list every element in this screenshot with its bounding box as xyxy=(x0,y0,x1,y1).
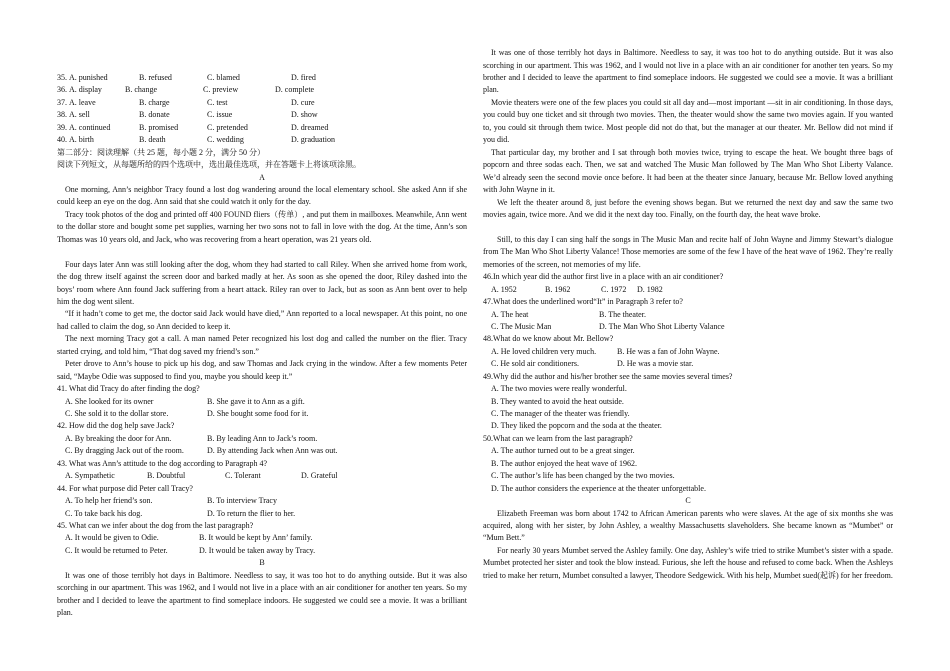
option-c: C. wedding xyxy=(207,135,244,145)
passage-c-letter: C xyxy=(685,496,691,506)
cloze-option-row xyxy=(57,122,467,134)
answer-option-row xyxy=(57,508,467,520)
answer-option: C. He sold air conditioners. xyxy=(491,359,579,369)
passage-b-paragraph-continued xyxy=(483,48,893,97)
answer-option: A. To help her friend’s son. xyxy=(65,496,153,506)
passage-a-paragraph: Tracy took photos of the dog and printed off 400 FOUND fliers（传单）, and put them in mailboxes. Meanwhile, Ann went to the dollar store and bought some pet supplies, warning her two sons not to fall in love with the dog. At the time, Ann’s son Thomas was 10 years old, and Jack, who was recovering from a heart operation, was 21 years old. xyxy=(57,209,467,244)
answer-option: B. Doubtful xyxy=(147,471,186,481)
option-c: C. issue xyxy=(207,110,233,120)
passage-b-paragraph: That particular day, my brother and I sat through both movies twice, trying to escape the heat. We bought three bags of popcorn and three sodas each. Then, we sat and watched The Music Man followed by The Man Who Shot Liberty Valance. We’d already seen the second movie once before. It had been at the theater since January, because Mr. Bellow loved anything with John Wayne in it. xyxy=(483,147,893,195)
question-stem: 45. What can we infer about the dog from the last paragraph? xyxy=(57,520,254,530)
answer-option: B. The theater. xyxy=(599,309,646,319)
answer-option: A. 1952 xyxy=(491,284,517,294)
option-d: D. show xyxy=(291,110,318,120)
option-c: C. test xyxy=(207,97,228,107)
answer-option: A. The author turned out to be a great singer. xyxy=(491,446,635,456)
paragraph-gap xyxy=(483,221,893,233)
option-a: 36. A. display xyxy=(57,85,102,95)
answer-option: B. They wanted to avoid the heat outside. xyxy=(491,396,624,406)
option-d: D. graduation xyxy=(291,135,335,145)
answer-option-row xyxy=(57,445,467,457)
answer-option: A. The heat xyxy=(491,309,529,319)
answer-option: D. To return the flier to her. xyxy=(207,508,296,518)
question-stem: 41. What did Tracy do after finding the dog? xyxy=(57,384,200,394)
left-column xyxy=(57,72,467,618)
right-column xyxy=(483,48,893,582)
answer-option: D. Grateful xyxy=(301,471,338,481)
option-b: B. death xyxy=(139,135,166,145)
answer-option: A. She looked for its owner xyxy=(65,396,154,406)
answer-option: C. It would be returned to Peter. xyxy=(65,545,168,555)
answer-option: D. They liked the popcorn and the soda at the theater. xyxy=(491,421,662,431)
section-instruction: 阅读下列短文，从每题所给的四个选项中，选出最佳选项，并在答题卡上将该项涂黑。 xyxy=(57,160,361,170)
section-header: 第二部分：阅读理解（共 25 题，每小题 2 分，满分 50 分） xyxy=(57,147,265,157)
answer-option: D. The Man Who Shot Liberty Valance xyxy=(599,321,725,331)
option-c: C. pretended xyxy=(207,122,248,132)
answer-option: B. By leading Ann to Jack’s room. xyxy=(207,433,318,443)
answer-option: D. By attending Jack when Ann was out. xyxy=(207,446,338,456)
passage-a-paragraph: “If it hadn’t come to get me, the doctor said Jack would have died,” Ann reported to a local newspaper. At this point, no one had called to claim the dog, so Ann decided to keep it. xyxy=(57,309,467,331)
answer-option: D. She bought some food for it. xyxy=(207,409,309,419)
answer-option-row xyxy=(483,346,893,358)
option-a: 35. A. punished xyxy=(57,73,108,82)
answer-option: B. 1962 xyxy=(545,284,571,294)
cloze-option-row xyxy=(57,72,467,84)
option-b: B. refused xyxy=(139,73,172,82)
answer-option: B. To interview Tracy xyxy=(207,496,277,506)
question-stem: 48.What do we know about Mr. Bellow? xyxy=(483,334,614,344)
passage-b-letter: B xyxy=(259,558,265,568)
passage-a-letter: A xyxy=(259,172,265,182)
answer-option: D. The author considers the experience at the theater unforgettable. xyxy=(491,483,706,493)
option-d: D. dreamed xyxy=(291,122,329,132)
answer-option: D. It would be taken away by Tracy. xyxy=(199,545,316,555)
question-stem: 47.What does the underlined word“It” in Paragraph 3 refer to? xyxy=(483,297,683,307)
option-d: D. cure xyxy=(291,97,315,107)
answer-option-row xyxy=(57,495,467,507)
option-a: 38. A. sell xyxy=(57,110,90,120)
answer-option: C. The author’s life has been changed by the two movies. xyxy=(491,471,675,481)
option-b: B. promised xyxy=(139,122,179,132)
answer-option: C. The Music Man xyxy=(491,321,552,331)
answer-option: C. The manager of the theater was friendly. xyxy=(491,409,630,419)
answer-option: C. 1972 xyxy=(601,284,627,294)
passage-b-paragraph: Movie theaters were one of the few places you could sit all day and—most important —sit in air conditioning. In those days, you could buy one ticket and sit through two movies. Then, the theater would show the same two movies again. If you wanted to, you could sit through them twice. Most people did not do that, but the manager at our theater. Mr. Bellow did not mind if you did. xyxy=(483,97,893,145)
answer-option: C. To take back his dog. xyxy=(65,508,143,518)
answer-option-row xyxy=(483,309,893,321)
paragraph-gap xyxy=(57,246,467,258)
answer-option: C. She sold it to the dollar store. xyxy=(65,409,169,419)
answer-option-row xyxy=(57,408,467,420)
answer-option: C. By dragging Jack out of the room. xyxy=(65,446,184,456)
answer-option: D. 1982 xyxy=(637,284,663,294)
option-a: 39. A. continued xyxy=(57,122,111,132)
answer-option-row xyxy=(57,545,467,557)
passage-a-paragraph: Peter drove to Ann’s house to pick up his dog, and saw Thomas and Jack crying in the window. After a few moments Peter said, “Maybe Odie was supposed to find you, maybe you should keep it.” xyxy=(57,359,467,381)
question-stem: 49.Why did the author and his/her brother see the same movies several times? xyxy=(483,371,733,381)
passage-a-paragraph: Four days later Ann was still looking after the dog, whom they had started to call Riley. When she arrived home from work, the dog threw itself against the screen door and barked madly at her. As soon as she opened the door, Riley dashed into the boys’ room where Ann found Jack suffering from a heart attack. Riley ran over to Jack, but as soon as Ann bent over to help him the dog went silent. xyxy=(57,259,467,306)
answer-option-row xyxy=(57,532,467,544)
option-b: B. donate xyxy=(139,110,170,120)
answer-option: D. He was a movie star. xyxy=(617,359,694,369)
passage-a-paragraph: The next morning Tracy got a call. A man named Peter recognized his lost dog and called the number on the flier. Tracy started crying, and told him, “That dog saved my friend’s son.” xyxy=(57,334,467,356)
answer-option-row xyxy=(483,358,893,370)
question-stem: 50.What can we learn from the last paragraph? xyxy=(483,433,633,443)
passage-c-paragraph: For nearly 30 years Mumbet served the Ashley family. One day, Ashley’s wife tried to strike Mumbet’s sister with a spade. Mumbet protected her sister and took the blow instead. Furious, she left the house and refused to come back. When the Ashleys tried to make her return, Mumbet consulted a lawyer, Theodore Sedgewick. With his help, Mumbet sued(起诉) for her freedom. xyxy=(483,545,893,580)
question-stem: 46.In which year did the author first live in a place with an air conditioner? xyxy=(483,272,724,282)
answer-option: A. He loved children very much. xyxy=(491,346,597,356)
question-stem: 43. What was Ann’s attitude to the dog according to Paragraph 4? xyxy=(57,458,268,468)
answer-option: B. He was a fan of John Wayne. xyxy=(617,346,720,356)
answer-option-row xyxy=(57,433,467,445)
option-c: C. blamed xyxy=(207,73,240,82)
question-stem: 44. For what purpose did Peter call Tracy? xyxy=(57,483,193,493)
cloze-option-row xyxy=(57,134,467,146)
answer-option-row xyxy=(483,284,893,296)
passage-b-paragraph-overflow: It was one of those terribly hot days in Baltimore. Needless to say, it was too hot to do anything outside. But it was also scorching in our apartment. This was 1962, and I would not live in a place with an air conditioner for another ten years. So my brother and I decided to leave the apartment to find someplace indoors. He suggested we could see a movie. It was a brilliant plan. xyxy=(483,48,893,95)
answer-option: A. By breaking the door for Ann. xyxy=(65,433,172,443)
option-a: 40. A. birth xyxy=(57,135,94,145)
question-stem: 42. How did the dog help save Jack? xyxy=(57,421,175,431)
option-a: 37. A. leave xyxy=(57,97,96,107)
option-d: D. complete xyxy=(275,85,315,95)
answer-option: A. The two movies were really wonderful. xyxy=(491,384,627,394)
answer-option-row xyxy=(57,470,467,482)
passage-b-paragraph: It was one of those terribly hot days in Baltimore. Needless to say, it was too hot to do anything outside. But it was also scorching in our apartment. This was 1962, and I would not live in a place with an air conditioner for another ten years. So my brother and I decided to leave the apartment to find someplace indoors. He suggested we could see a movie. It was a brilliant plan. xyxy=(57,570,467,618)
passage-b-paragraph: We left the theater around 8, just before the evening shows began. But we returned the next day and saw the same two movies again, twice more. And we did it the next day too. Finally, on the fourth day, the heat wave broke. xyxy=(483,197,893,219)
answer-option: B. The author enjoyed the heat wave of 1962. xyxy=(491,458,638,468)
option-c: C. preview xyxy=(203,85,239,95)
cloze-option-row xyxy=(57,109,467,121)
option-d: D. fired xyxy=(291,73,316,82)
answer-option: B. It would be kept by Ann’ family. xyxy=(199,533,313,543)
answer-option: C. Tolerant xyxy=(225,471,261,481)
answer-option: A. It would be given to Odie. xyxy=(65,533,159,543)
passage-b-paragraph: Still, to this day I can sing half the songs in The Music Man and recite half of John Wayne and Jimmy Stewart’s dialogue from The Man Who Shot Liberty Valance! Those memories are some of the few I have of the heat wave of 1962. They’re really memories of the screen, not memories of my life. xyxy=(483,234,893,269)
passage-c-paragraph: Elizabeth Freeman was born about 1742 to African American parents who were slaves. At the age of six months she was acquired, along with her sister, by John Ashley, a wealthy Massachusetts slaveholders. She became known as “Mumbet” or “Mum Bett.” xyxy=(483,508,893,543)
cloze-option-row xyxy=(57,97,467,109)
option-b: B. charge xyxy=(139,97,170,107)
cloze-options xyxy=(57,72,467,147)
cloze-option-row xyxy=(57,84,467,96)
option-b: B. change xyxy=(125,85,157,95)
answer-option-row xyxy=(483,321,893,333)
answer-option: B. She gave it to Ann as a gift. xyxy=(207,396,305,406)
answer-option: A. Sympathetic xyxy=(65,471,115,481)
answer-option-row xyxy=(57,396,467,408)
passage-a-paragraph: One morning, Ann’s neighbor Tracy found a lost dog wandering around the local elementary school. She asked Ann if she could keep an eye on the dog. Ann said that she could watch it only for the day. xyxy=(57,184,467,207)
